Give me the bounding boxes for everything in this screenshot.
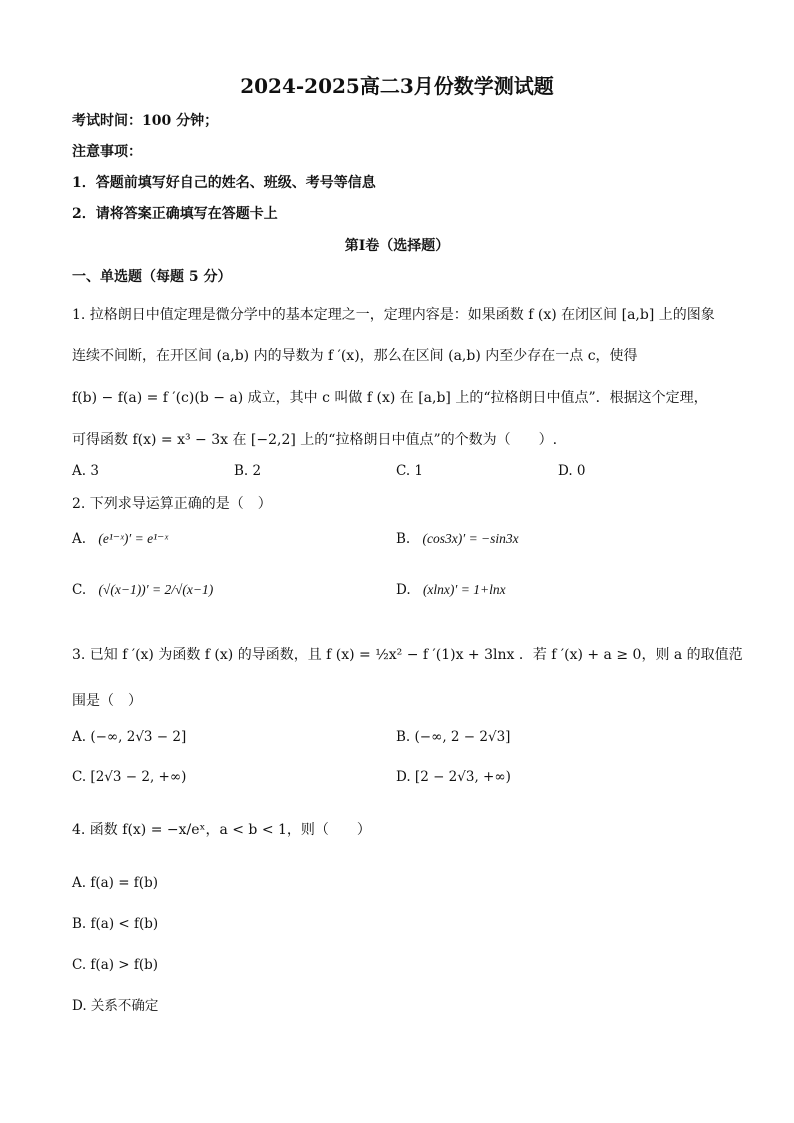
q1-option-c[interactable]: C. 1 [396, 463, 424, 479]
q2-option-a-formula: (e¹⁻ˣ)′ = e¹⁻ˣ [98, 531, 169, 546]
q3-line-2: 围是（ ） [72, 693, 142, 709]
q2-option-b[interactable] [396, 531, 519, 547]
q4-option-d[interactable]: D. 关系不确定 [72, 998, 159, 1014]
q2-line-1: 2. 下列求导运算正确的是（ ） [72, 496, 272, 512]
part-title: 一、单选题（每题 5 分） [72, 269, 232, 285]
q3-option-a[interactable]: A. (−∞, 2√3 − 2] [72, 729, 187, 745]
q1-option-d[interactable]: D. 0 [558, 463, 586, 479]
q3-option-d[interactable]: D. [2 − 2√3, +∞) [396, 769, 511, 785]
q1-line-3: f(b) − f(a) = f ′(c)(b − a) 成立，其中 c 叫做 f (x) 在 [a,b] 上的“拉格朗日中值点”．根据这个定理， [72, 390, 708, 406]
q4-option-a[interactable]: A. f(a) = f(b) [72, 875, 158, 891]
q2-option-d[interactable] [396, 582, 506, 598]
q2-option-a[interactable] [72, 531, 168, 547]
q3-option-c[interactable]: C. [2√3 − 2, +∞) [72, 769, 187, 785]
q1-option-b[interactable]: B. 2 [234, 463, 262, 479]
notes-heading: 注意事项： [72, 144, 142, 160]
q2-option-b-formula: (cos3x)′ = −sin3x [422, 531, 519, 546]
volume-title: 第I卷（选择题） [344, 238, 450, 254]
exam-time: 考试时间：100 分钟； [72, 113, 219, 129]
q3-option-b[interactable]: B. (−∞, 2 − 2√3] [396, 729, 511, 745]
q1-option-a[interactable]: A. 3 [72, 463, 99, 479]
q2-option-a-letter: A. [72, 531, 87, 547]
q4-option-c[interactable]: C. f(a) > f(b) [72, 957, 159, 973]
q2-option-c-letter: C. [72, 582, 87, 598]
note-2: 2．请将答案正确填写在答题卡上 [72, 206, 278, 222]
q1-line-1: 1. 拉格朗日中值定理是微分学中的基本定理之一，定理内容是：如果函数 f (x) 在闭区间 [a,b] 上的图象 [72, 307, 715, 323]
note-1: 1．答题前填写好自己的姓名、班级、考号等信息 [72, 175, 376, 191]
q2-option-c-formula: (√(x−1))′ = 2/√(x−1) [98, 582, 214, 597]
q4-line-1: 4. 函数 f(x) = −x/eˣ，a < b < 1，则（ ） [72, 822, 371, 838]
q2-option-b-letter: B. [396, 531, 411, 547]
q2-option-c[interactable] [72, 582, 213, 598]
page-title: 2024-2025高二3月份数学测试题 [240, 74, 554, 98]
q2-option-d-formula: (xlnx)′ = 1+lnx [422, 582, 506, 597]
q3-line-1: 3. 已知 f ′(x) 为函数 f (x) 的导函数，且 f (x) = ½x² − f ′(1)x + 3lnx ．若 f ′(x) + a ≥ 0，则 a 的取值范 [72, 647, 743, 663]
q1-line-2: 连续不间断，在开区间 (a,b) 内的导数为 f ′(x)，那么在区间 (a,b) 内至少存在一点 c，使得 [72, 348, 638, 364]
q1-line-4: 可得函数 f(x) = x³ − 3x 在 [−2,2] 上的“拉格朗日中值点”的个数为（ ）. [72, 432, 558, 448]
q2-option-d-letter: D. [396, 582, 411, 598]
q4-option-b[interactable]: B. f(a) < f(b) [72, 916, 159, 932]
